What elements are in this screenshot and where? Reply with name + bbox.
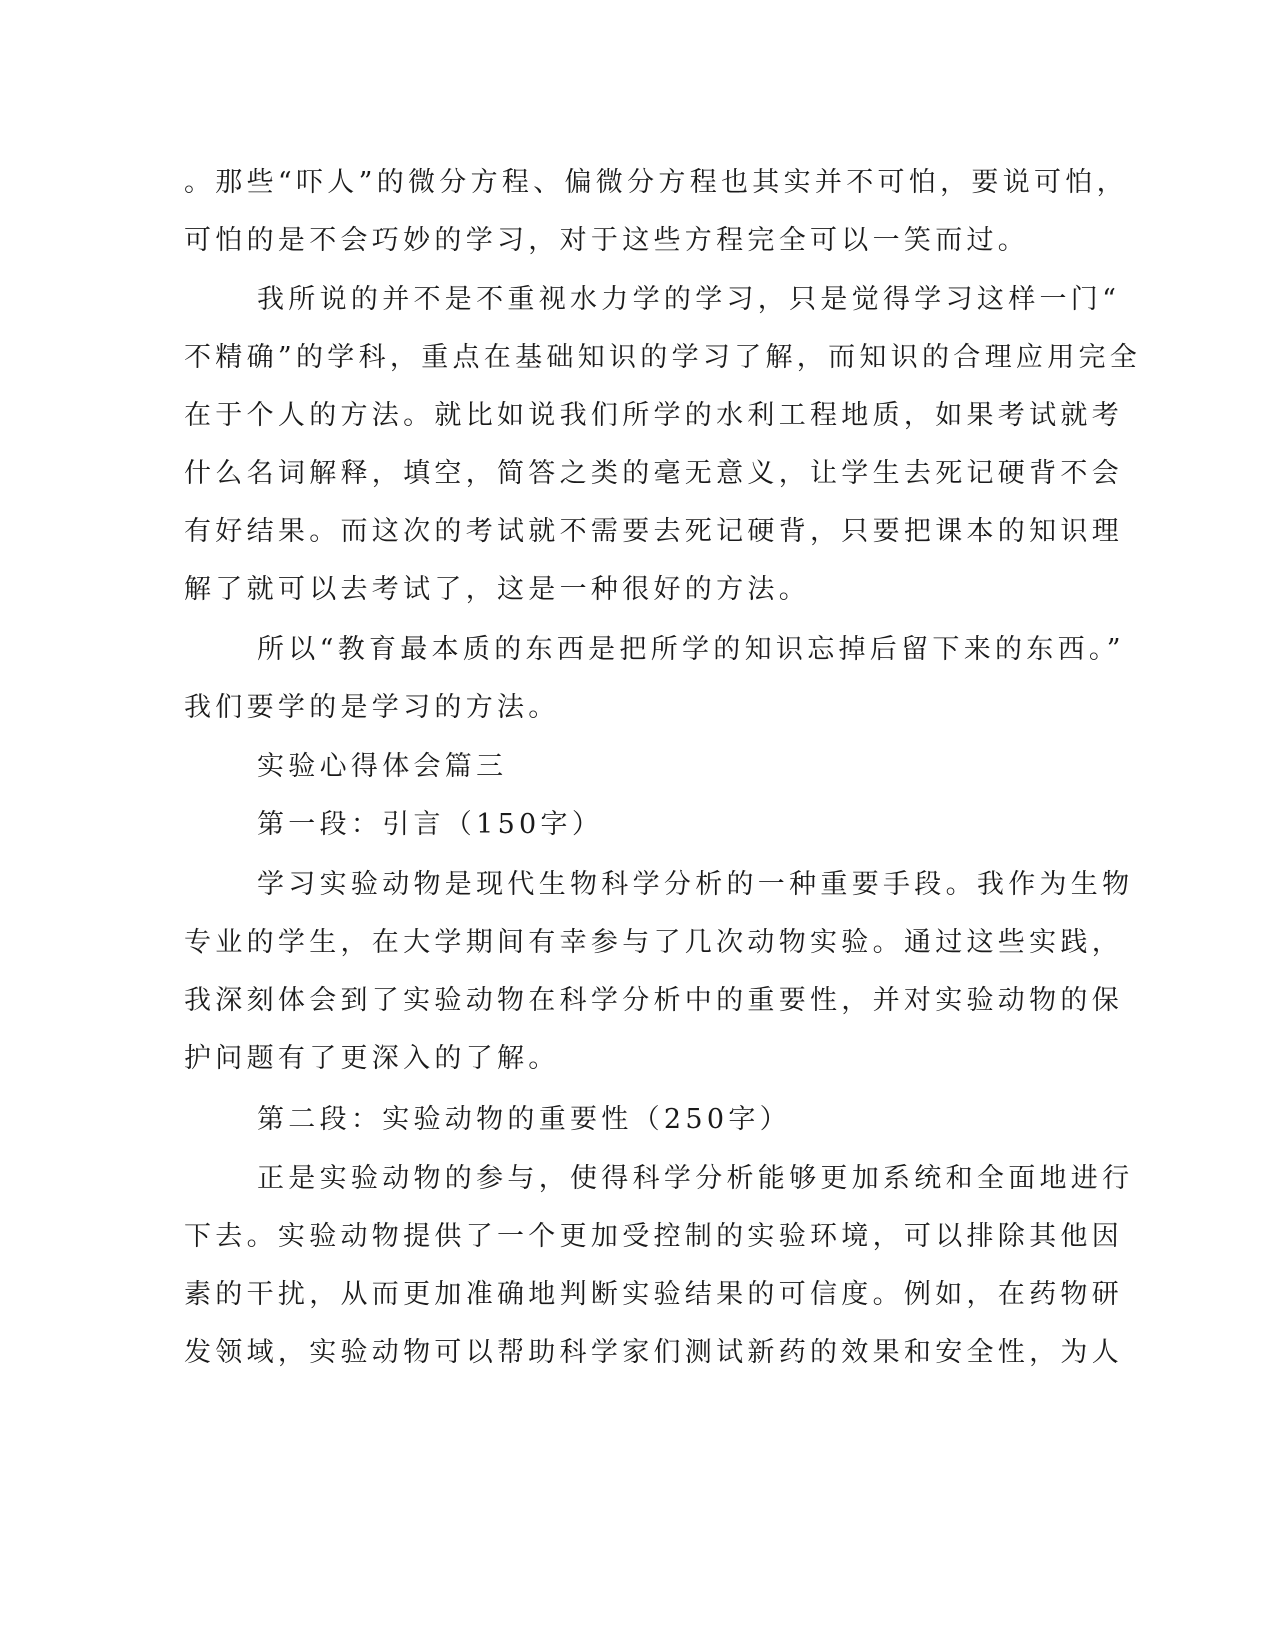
text-line: 解了就可以去考试了，这是一种很好的方法。 [184, 574, 810, 605]
text-line: 我们要学的是学习的方法。 [184, 692, 560, 723]
text-line: 护问题有了更深入的了解。 [184, 1043, 560, 1074]
text-line: 不精确”的学科，重点在基础知识的学习了解，而知识的合理应用完全 [184, 342, 1142, 373]
section-heading: 第一段：引言（150字） [257, 809, 604, 840]
paragraph-start-line: 所以“教育最本质的东西是把所学的知识忘掉后留下来的东西。” [257, 634, 1125, 665]
text-line: 可怕的是不会巧妙的学习，对于这些方程完全可以一笑而过。 [184, 225, 1030, 256]
text-line: 什么名词解释，填空，简答之类的毫无意义，让学生去死记硬背不会 [184, 458, 1123, 489]
paragraph-start-line: 我所说的并不是不重视水力学的学习，只是觉得学习这样一门“ [257, 284, 1121, 315]
section-heading: 第二段：实验动物的重要性（250字） [257, 1104, 791, 1135]
text-line: 我深刻体会到了实验动物在科学分析中的重要性，并对实验动物的保 [184, 985, 1123, 1016]
section-title: 实验心得体会篇三 [257, 751, 508, 782]
text-line: 在于个人的方法。就比如说我们所学的水利工程地质，如果考试就考 [184, 400, 1123, 431]
text-line: 有好结果。而这次的考试就不需要去死记硬背，只要把课本的知识理 [184, 516, 1123, 547]
text-line: 发领域，实验动物可以帮助科学家们测试新药的效果和安全性，为人 [184, 1337, 1123, 1368]
text-line: 。那些“吓人”的微分方程、偏微分方程也其实并不可怕，要说可怕， [184, 167, 1128, 198]
text-line: 下去。实验动物提供了一个更加受控制的实验环境，可以排除其他因 [184, 1221, 1123, 1252]
paragraph-start-line: 正是实验动物的参与，使得科学分析能够更加系统和全面地进行 [257, 1163, 1134, 1194]
paragraph-start-line: 学习实验动物是现代生物科学分析的一种重要手段。我作为生物 [257, 869, 1134, 900]
text-line: 专业的学生，在大学期间有幸参与了几次动物实验。通过这些实践， [184, 927, 1123, 958]
text-line: 素的干扰，从而更加准确地判断实验结果的可信度。例如，在药物研 [184, 1279, 1123, 1310]
